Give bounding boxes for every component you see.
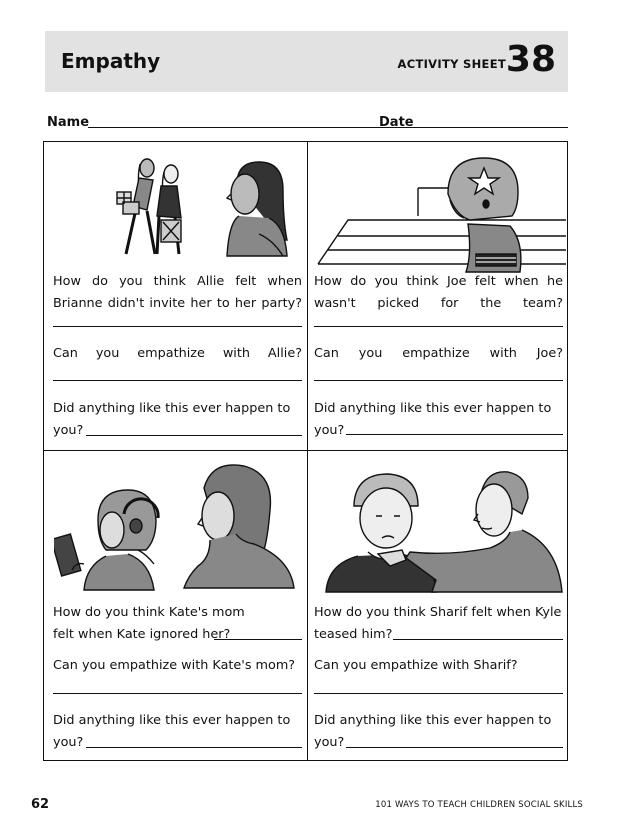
activity-header <box>45 31 568 92</box>
allie-party-illustration <box>109 154 309 274</box>
sharif-teased-illustration <box>314 460 564 595</box>
panel2-question-empathize: Can you empathize with Joe? <box>314 346 563 361</box>
panel4-answer-line-3[interactable] <box>346 747 563 748</box>
panel1-question-happened: Did anything like this ever happen to you? <box>53 401 291 438</box>
panel4-question-feelings: How do you think Sharif felt when Kyle teased him? <box>314 605 562 642</box>
panel2-answer-line-2[interactable] <box>314 380 563 381</box>
panel4-answer-line-2[interactable] <box>314 693 563 694</box>
activity-grid <box>43 141 568 761</box>
panel1-question-feelings: How do you think Allie felt when Brianne didn't invite her to her party? <box>53 274 302 311</box>
panel3-question-happened: Did anything like this ever happen to you? <box>53 713 291 750</box>
panel1-answer-line-2[interactable] <box>53 380 302 381</box>
joe-team-illustration <box>308 154 568 274</box>
panel1-question-empathize: Can you empathize with Allie? <box>53 346 302 361</box>
panel3-answer-line-2[interactable] <box>53 693 302 694</box>
grid-divider-horizontal <box>44 450 567 451</box>
panel3-question-feelings: How do you think Kate's mom felt when Kate ignored her? <box>53 605 245 642</box>
activity-sheet-number: 38 <box>505 39 556 80</box>
name-date-row <box>45 114 568 132</box>
page-title: Empathy <box>61 49 161 73</box>
panel3-answer-line-1[interactable] <box>214 639 302 640</box>
panel2-question-feelings: How do you think Joe felt when he wasn't picked for the team? <box>314 274 563 311</box>
panel3-answer-line-3[interactable] <box>86 747 302 748</box>
panel4-answer-line-1[interactable] <box>393 639 563 640</box>
panel1-answer-line-1[interactable] <box>53 326 302 327</box>
date-label: Date <box>379 115 414 130</box>
page-number: 62 <box>31 797 50 812</box>
panel1-answer-line-3[interactable] <box>86 435 302 436</box>
panel3-question-empathize: Can you empathize with Kate's mom? <box>53 658 296 673</box>
activity-sheet-label: ACTIVITY SHEET <box>397 57 506 71</box>
date-field[interactable] <box>414 127 568 128</box>
panel4-question-happened: Did anything like this ever happen to you? <box>314 713 552 750</box>
name-label: Name <box>47 115 90 130</box>
book-title: 101 WAYS TO TEACH CHILDREN SOCIAL SKILLS <box>375 800 583 810</box>
name-field[interactable] <box>88 127 415 128</box>
panel2-question-happened: Did anything like this ever happen to you? <box>314 401 552 438</box>
panel4-question-empathize: Can you empathize with Sharif? <box>314 658 518 673</box>
kate-mom-illustration <box>54 460 304 595</box>
panel2-answer-line-3[interactable] <box>346 434 563 435</box>
panel2-answer-line-1[interactable] <box>314 326 563 327</box>
